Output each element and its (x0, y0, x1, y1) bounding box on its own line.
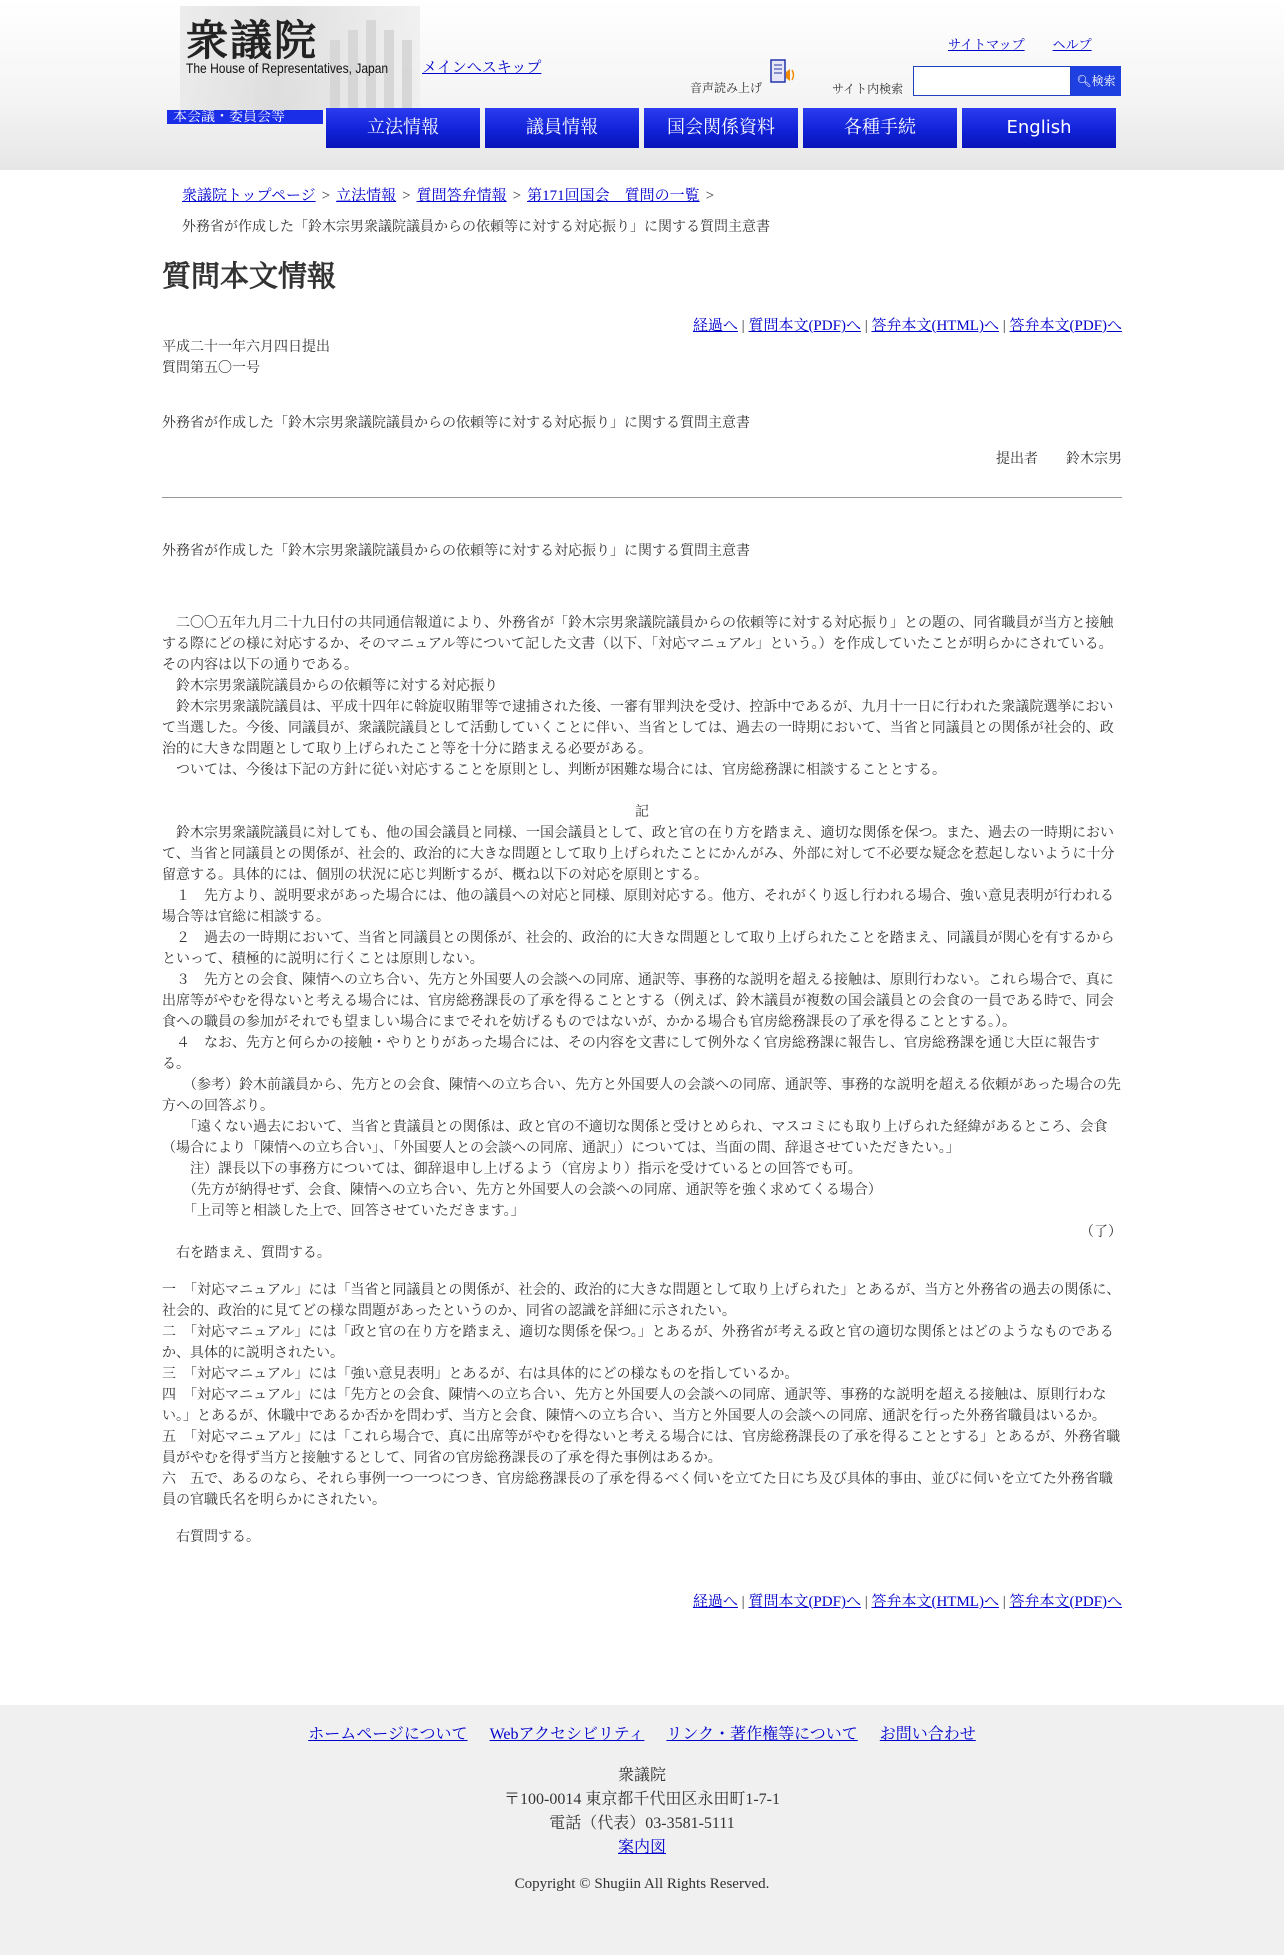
question-body (162, 541, 1122, 1548)
question-item: 三 「対応マニュアル」には「強い意見表明」とあるが、右は具体的にどの様なものを指しているか。 (162, 1366, 799, 1382)
question-item: 六 五で、あるのなら、それら事例一つ一つにつき、官房総務課長の了承を得るべく伺いを立てた日にち及び具体的事由、並びに伺いを立てた外務省職員の官職氏名を明らかにされたい。 (162, 1471, 1113, 1508)
site-logo[interactable] (180, 6, 420, 110)
link-separator: | (864, 1594, 868, 1610)
logo-japanese: 衆議院 (186, 16, 319, 65)
body-paragraph: 鈴木宗男衆議院議員は、平成十四年に斡旋収賄罪等で逮捕された後、一審有罪判決を受け、控訴中であるが、九月十一日に行われた衆議院選挙において当選した。今後、同議員が、衆議院議員として活動していくことに伴い、当省としては、過去の一時期において、当省と同議員との関係が社会的、政治的に大きな問題として取り上げられたこと等を十分に踏まえる必要がある。 (162, 699, 1114, 757)
sitemap-link[interactable]: サイトマップ (948, 37, 1025, 52)
question-title: 外務省が作成した「鈴木宗男衆議院議員からの依頼等に対する対応振り」に関する質問主意書 (162, 415, 750, 431)
breadcrumb-separator: > (402, 188, 411, 204)
body-paragraph: １ 先方より、説明要求があった場合には、他の議員への対応と同様、原則対応する。他方、それがくり返し行われる場合、強い意見表明が行われる場合等は官総に相談する。 (162, 888, 1114, 925)
submitter: 提出者 鈴木宗男 (996, 451, 1122, 467)
footer-phone: 電話（代表）03-3581-5111 (549, 1815, 735, 1832)
doc-links-top (162, 316, 1122, 337)
breadcrumb-legislation[interactable]: 立法情報 (336, 188, 397, 204)
progress-link[interactable]: 経過へ (692, 318, 738, 334)
footer-link-accessibility[interactable]: Webアクセシビリティ (489, 1726, 645, 1743)
top-links (948, 34, 1120, 53)
voice-read-label[interactable]: 音声読み上げ (690, 81, 763, 95)
breadcrumb-qa[interactable]: 質問答弁情報 (416, 188, 507, 204)
search-icon: 🔍︎ (1076, 74, 1092, 88)
page-title: 質問本文情報 (162, 259, 337, 293)
body-paragraph: ついては、今後は下記の方針に従い対応することを原則とし、判断が困難な場合には、官房総務課に相談することとする。 (162, 762, 946, 778)
breadcrumb-separator: > (705, 188, 715, 204)
body-paragraph: 右を踏まえ、質問する。 (162, 1245, 331, 1261)
breadcrumb-question-list[interactable]: 第171回国会 質問の一覧 (527, 188, 700, 204)
body-paragraph: 「上司等と相談した上で、回答させていただきます。」 (162, 1203, 525, 1219)
question-number: 質問第五〇一号 (162, 360, 260, 376)
nav-item-plenary[interactable] (167, 110, 323, 124)
body-paragraph: 「遠くない過去において、当省と貴議員との関係は、政と官の不適切な関係と受けとめられ、マスコミにも取り上げられた経緯があるところ、会食（場合により「陳情への立ち合い」、「外国要人との会談への同席、通訳」）については、当面の間、辞退させていただきたい。」 (162, 1119, 1108, 1156)
footer-address (0, 1764, 1284, 1860)
doc-links-bottom (162, 1592, 1122, 1613)
answer-pdf-link[interactable]: 答弁本文(PDF)へ (1009, 1594, 1122, 1610)
site-header (0, 0, 1284, 170)
speaker-icon[interactable] (770, 58, 796, 88)
link-separator: | (864, 318, 868, 334)
body-paragraph: 注）課長以下の事務方については、御辞退申し上げるよう（官房より）指示を受けているとの回答でも可。 (162, 1161, 862, 1177)
body-paragraph: （参考）鈴木前議員から、先方との会食、陳情への立ち合い、先方と外国要人の会談への同席、通訳等、事務的な説明を超える依頼があった場合の先方への回答ぶり。 (162, 1077, 1121, 1114)
question-meta (162, 337, 1122, 470)
question-item: 一 「対応マニュアル」には「当省と同議員との関係が、社会的、政治的に大きな問題として取り上げられた」とあるが、当方と外務省の過去の関係に、社会的、政治的に見てどの様な問題があったというのか、同省の認識を詳細に示されたい。 (162, 1282, 1121, 1319)
body-paragraph: ４ なお、先方と何らかの接触・やりとりがあった場合には、その内容を文書にして例外なく官房総務課に報告し、官房総務課を通じ大臣に報告する。 (162, 1035, 1100, 1072)
answer-pdf-link[interactable]: 答弁本文(PDF)へ (1009, 318, 1122, 334)
breadcrumb-top[interactable]: 衆議院トップページ (182, 188, 316, 204)
nav-item-legislation[interactable]: 立法情報 (326, 108, 480, 148)
link-separator: | (1002, 318, 1006, 334)
ryo-mark: （了） (1080, 1224, 1122, 1240)
ki-heading: 記 (635, 804, 649, 820)
nav-item-procedures[interactable]: 各種手続 (803, 108, 957, 148)
link-separator: | (741, 318, 745, 334)
body-paragraph: 鈴木宗男衆議院議員に対しても、他の国会議員と同様、一国会議員として、政と官の在り方を踏まえ、適切な関係を保つ。また、過去の一時期において、当省と同議員との関係が、社会的、政治的に大きな問題として取り上げられたことにかんがみ、外部に対して不必要な疑念を惹起しないように十分留意する。具体的には、個別の状況に応じ判断するが、概ね以下の対応を原則とする。 (162, 825, 1115, 883)
body-paragraph: ３ 先方との会食、陳情への立ち合い、先方と外国要人の会談への同席、通訳等、事務的な説明を超える接触は、原則行わない。これら場合で、真に出席等がやむを得ないと考える場合には、官房総務課長の了承を得ることとする（例えば、鈴木議員が複数の国会議員との会食の一員である時で、同会食への職員の参加がそれでも望ましい場合にまでそれを妨げるものではないが、かかる場合も官房総務課長の了承を得ることとする。）。 (162, 972, 1114, 1030)
body-paragraph: 鈴木宗男衆議院議員からの依頼等に対する対応振り (162, 678, 498, 694)
question-item: 二 「対応マニュアル」には「政と官の在り方を踏まえ、適切な関係を保つ。」とあるが、外務省が考える政と官の適切な関係とはどのようなものであるか、具体的に説明されたい。 (162, 1324, 1114, 1361)
body-paragraph: ２ 過去の一時期において、当省と同議員との関係が、社会的、政治的に大きな問題として取り上げられたことを踏まえ、同議員が関心を有するからといって、積極的に説明に行くことは原則しない。 (162, 930, 1115, 967)
link-separator: | (741, 1594, 745, 1610)
skip-to-main-link[interactable]: メインへスキップ (422, 59, 542, 76)
question-item: 四 「対応マニュアル」には「先方との会食、陳情への立ち合い、先方と外国要人の会談への同席、通訳等、事務的な説明を超える接触は、原則行わない。」とあるが、休職中であるか否かを問わず、当方と会食、陳情への立ち合い、当方と外国要人の会談への同席、通訳を行った外務省職員はいるか。 (162, 1387, 1107, 1424)
search-button-label: 検索 (1091, 74, 1116, 88)
breadcrumb-current: 外務省が作成した「鈴木宗男衆議院議員からの依頼等に対する対応振り」に関する質問主意書 (182, 219, 770, 235)
closing-line: 右質問する。 (162, 1529, 260, 1545)
question-pdf-link[interactable]: 質問本文(PDF)へ (748, 318, 861, 334)
breadcrumb-separator: > (321, 188, 331, 204)
footer-postal: 〒100-0014 東京都千代田区永田町1-7-1 (504, 1791, 780, 1808)
answer-html-link[interactable]: 答弁本文(HTML)へ (871, 318, 999, 334)
nav-item-diet-materials[interactable]: 国会関係資料 (644, 108, 798, 148)
breadcrumb-separator: > (512, 188, 522, 204)
footer-link-about[interactable]: ホームページについて (308, 1726, 468, 1743)
help-link[interactable]: ヘルプ (1052, 37, 1092, 52)
question-pdf-link[interactable]: 質問本文(PDF)へ (748, 1594, 861, 1610)
nav-item-plenary-label: 本会議・委員会等 (173, 110, 285, 124)
footer-map-link[interactable]: 案内図 (617, 1839, 666, 1856)
site-search-label: サイト内検索 (832, 82, 904, 96)
answer-html-link[interactable]: 答弁本文(HTML)へ (871, 1594, 999, 1610)
body-paragraph: 二〇〇五年九月二十九日付の共同通信報道により、外務省が「鈴木宗男衆議院議員からの依頼等に対する対応振り」との題の、同省職員が当方と接触する際にどの様に対応するか、そのマニュアル等について記した文書（以下、「対応マニュアル」という。）を作成していたことが明らかにされている。その内容は以下の通りである。 (162, 615, 1114, 673)
progress-link[interactable]: 経過へ (692, 1594, 738, 1610)
submission-date: 平成二十一年六月四日提出 (162, 339, 330, 355)
divider (162, 497, 1122, 498)
question-item: 五 「対応マニュアル」には「これら場合で、真に出席等がやむを得ないと考える場合には、官房総務課長の了承を得ることとする」とあるが、外務省職員がやむを得ず当方と接触するとして、同省の官房総務課長の了承を得た事例はあるか。 (162, 1429, 1121, 1466)
main-content (162, 256, 1122, 1613)
body-title: 外務省が作成した「鈴木宗男衆議院議員からの依頼等に対する対応振り」に関する質問主意書 (162, 543, 750, 559)
copyright: Copyright © Shugiin All Rights Reserved. (514, 1876, 770, 1892)
footer-link-copyright[interactable]: リンク・著作権等について (666, 1726, 858, 1743)
nav-item-english[interactable]: English (962, 108, 1116, 148)
search-input[interactable] (913, 66, 1071, 96)
logo-english: The House of Representatives, Japan (186, 60, 389, 76)
search-button[interactable] (1071, 66, 1121, 96)
footer-links (0, 1721, 1284, 1744)
body-paragraph: （先方が納得せず、会食、陳情への立ち合い、先方と外国要人の会談への同席、通訳等を強く求めてくる場合） (162, 1182, 882, 1198)
breadcrumb (182, 184, 770, 235)
site-footer (0, 1705, 1284, 1955)
link-separator: | (1002, 1594, 1006, 1610)
nav-item-members[interactable]: 議員情報 (485, 108, 639, 148)
footer-org: 衆議院 (617, 1767, 666, 1784)
footer-link-contact[interactable]: お問い合わせ (879, 1726, 976, 1743)
